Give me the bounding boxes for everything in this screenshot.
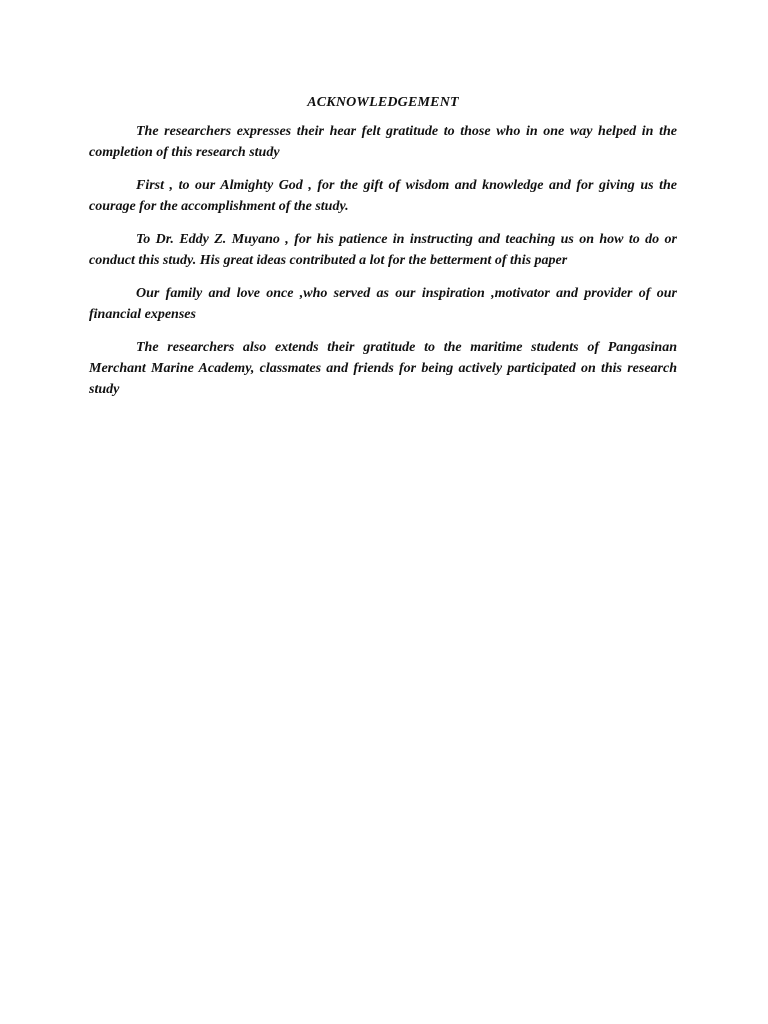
page-title: ACKNOWLEDGEMENT bbox=[307, 95, 459, 110]
paragraph-family: Our family and love once ,who served as our inspiration ,motivator and provider of our financial expenses bbox=[89, 286, 677, 322]
paragraph-gratitude: The researchers expresses their hear felt gratitude to those who in one way helped in the completion of this research study bbox=[89, 124, 677, 160]
paragraph-students: The researchers also extends their gratitude to the maritime students of Pangasinan Merchant Marine Academy, classmates and friends for being actively participated on this research study bbox=[89, 340, 677, 397]
paragraph-adviser: To Dr. Eddy Z. Muyano , for his patience in instructing and teaching us on how to do or conduct this study. His great ideas contributed a lot for the betterment of this paper bbox=[89, 232, 677, 268]
document-body bbox=[89, 92, 677, 412]
paragraph-god: First , to our Almighty God , for the gift of wisdom and knowledge and for giving us the courage for the accomplishment of the study. bbox=[89, 178, 677, 214]
